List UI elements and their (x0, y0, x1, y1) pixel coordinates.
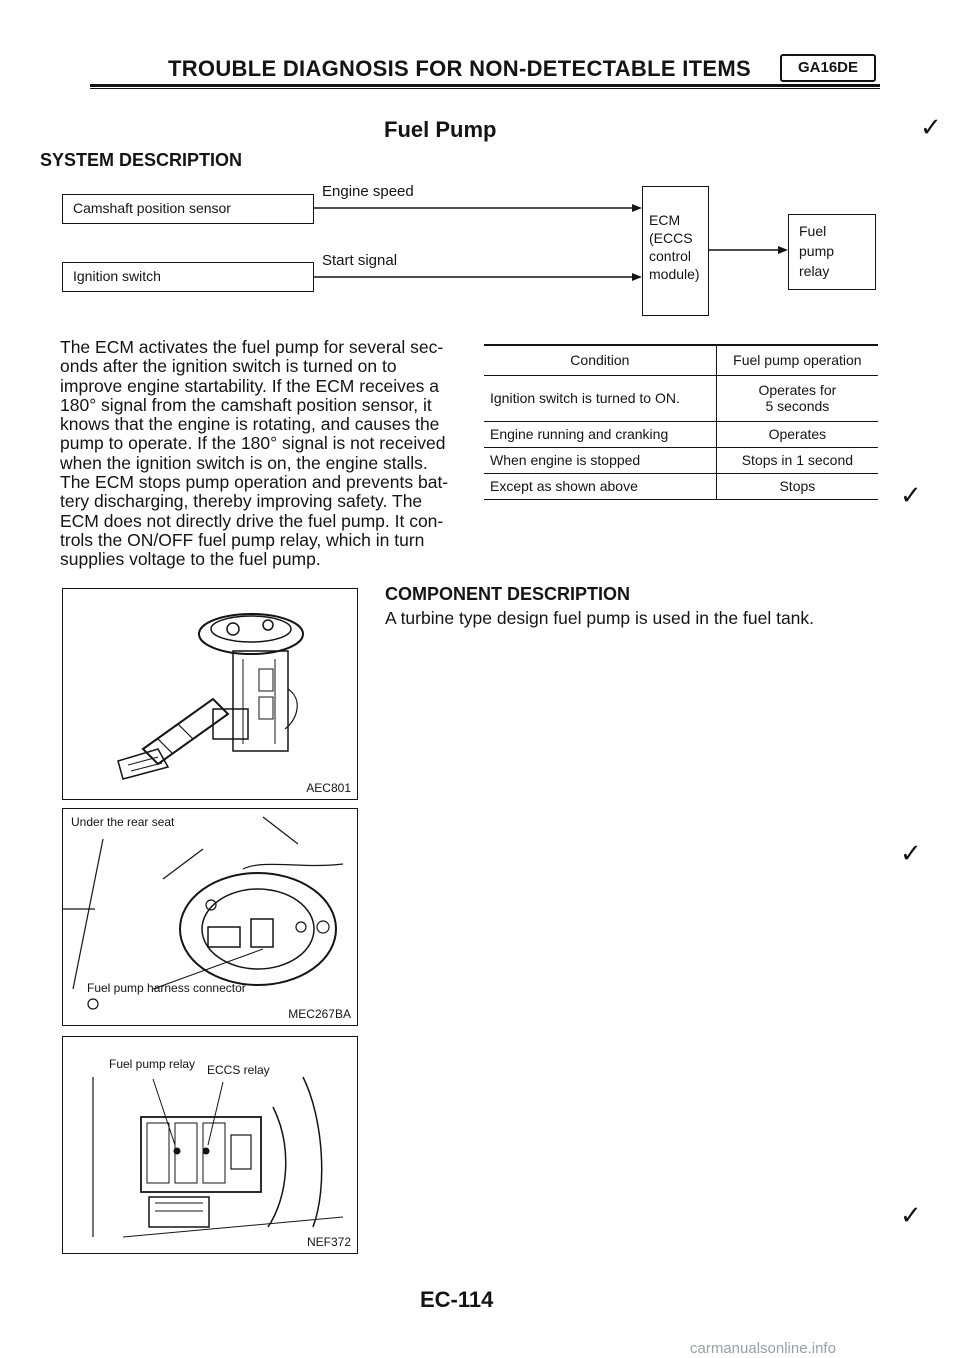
paragraph-line: trols the ON/OFF fuel pump relay, which in turn (60, 529, 425, 550)
ecm-line: control (649, 248, 692, 264)
table-row (484, 473, 878, 499)
margin-check-mark: ✓ (900, 480, 922, 510)
figure-code: MEC267BA (288, 1007, 351, 1021)
paragraph-line: The ECM activates the fuel pump for several sec- (60, 337, 444, 357)
table-cell-operation: Operates (716, 421, 878, 447)
ecm-box (642, 186, 709, 316)
figure-code: NEF372 (306, 1235, 351, 1249)
table-header-operation: Fuel pump operation (716, 345, 878, 375)
table-cell-condition: Except as shown above (484, 473, 716, 499)
paragraph-line: knows that the engine is rotating, and causes the (60, 414, 440, 435)
component-description-text: A turbine type design fuel pump is used in the fuel tank. (385, 608, 815, 628)
table-cell-operation: Stops (716, 473, 878, 499)
table-cell-condition: Engine running and cranking (484, 421, 716, 447)
engine-speed-label: Engine speed (322, 183, 414, 200)
table-cell-operation: Stops in 1 second (716, 447, 878, 473)
watermark: carmanualsonline.info (690, 1340, 836, 1357)
ecm-line: module) (649, 266, 700, 282)
relay-line: relay (799, 263, 830, 279)
rear-seat-figure (62, 808, 358, 1026)
paragraph-line: supplies voltage to the fuel pump. (60, 549, 321, 570)
engine-code-badge: GA16DE (780, 54, 876, 82)
section-title: Fuel Pump (384, 117, 497, 142)
paragraph-line: The ECM stops pump operation and prevents bat- (60, 472, 449, 493)
relay-figure (62, 1036, 358, 1254)
table-header-row (484, 345, 878, 375)
figure-label-harness-connector: Fuel pump harness connector (87, 981, 246, 995)
figure-label-under-seat: Under the rear seat (71, 815, 175, 829)
relay-line: pump (799, 243, 835, 259)
ecm-line: (ECCS (649, 230, 693, 246)
table-row (484, 421, 878, 447)
table-row (484, 447, 878, 473)
table-cell-condition: Ignition switch is turned to ON. (484, 375, 716, 421)
fuel-pump-figure (62, 588, 358, 800)
margin-check-mark: ✓ (900, 1200, 922, 1230)
operation-line: 5 seconds (765, 398, 830, 414)
table-header-condition: Condition (484, 345, 716, 375)
table-row (484, 375, 878, 421)
margin-check-mark: ✓ (900, 838, 922, 868)
component-description-heading: COMPONENT DESCRIPTION (385, 584, 631, 604)
margin-check-mark: ✓ (920, 112, 942, 142)
paragraph-line: 180° signal from the camshaft position sensor, it (60, 394, 432, 415)
start-signal-label: Start signal (322, 252, 398, 269)
figure-code: AEC801 (306, 781, 351, 795)
system-description-paragraph (60, 338, 452, 570)
system-description-heading: SYSTEM DESCRIPTION (40, 150, 243, 170)
paragraph-line: tery discharging, thereby improving safety. The (60, 491, 423, 512)
ecm-line: ECM (649, 212, 681, 228)
paragraph-line: ECM does not directly drive the fuel pump. It con- (60, 510, 444, 531)
operation-line: Operates for (758, 382, 837, 398)
paragraph-line: improve engine startability. If the ECM receives a (60, 375, 440, 396)
camshaft-sensor-box: Camshaft position sensor (62, 194, 314, 224)
page-number: EC-114 (420, 1287, 494, 1312)
table-cell-condition: When engine is stopped (484, 447, 716, 473)
fuel-pump-condition-table (484, 345, 878, 500)
fuel-pump-illustration (63, 589, 356, 798)
page-header-title: TROUBLE DIAGNOSIS FOR NON-DETECTABLE ITEMS (168, 56, 751, 81)
paragraph-line: pump to operate. If the 180° signal is not received (60, 433, 446, 454)
figure-label-fuel-pump-relay: Fuel pump relay (109, 1057, 196, 1071)
paragraph-line: when the ignition switch is on, the engine stalls. (60, 452, 428, 473)
figure-label-eccs-relay: ECCS relay (207, 1063, 270, 1077)
fuel-pump-relay-box (788, 214, 876, 290)
paragraph-line: onds after the ignition switch is turned on to (60, 356, 397, 377)
table-cell-operation (716, 375, 878, 421)
ignition-switch-box: Ignition switch (62, 262, 314, 292)
relay-line: Fuel (799, 223, 827, 239)
